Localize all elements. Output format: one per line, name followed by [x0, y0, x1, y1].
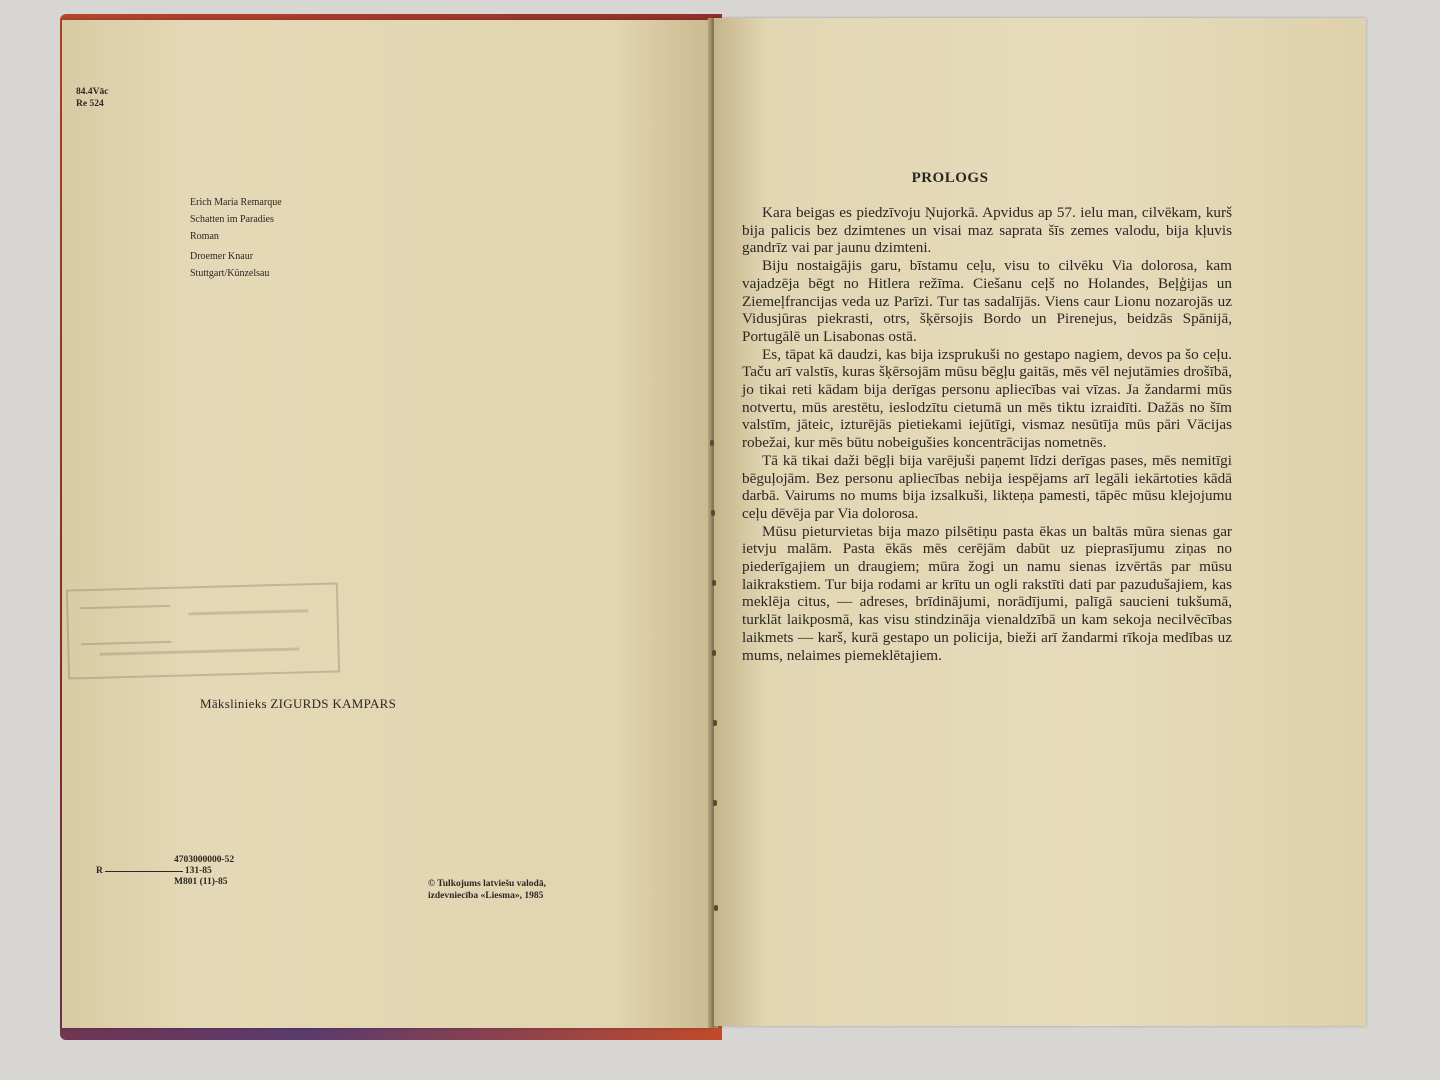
print-code-suffix: 131-85 [184, 866, 212, 876]
call-number [76, 86, 108, 110]
original-edition-info [190, 194, 282, 282]
print-code-r: R [96, 866, 103, 876]
original-author: Erich Maria Remarque [190, 197, 282, 208]
paragraph: Es, tāpat kā daudzi, kas bija izsprukuši no gestapo nagiem, devos pa šo ceļu. Taču arī valstīs, kuras šķērsojām mūsu bēgļu gaitās, mēs vēl nejutāmies drošībā, jo tikai reti kādam bija derīgas personu apliecības vai vīzas. Ja žandarmi mūs notvertu, mūs arestētu, ieslodzītu cietumā un mēs tiktu izraidīti. Dažās no šīm valstīm, jāteic, izturējās pietiekami iejūtīgi, vismaz nesūtīja mūs pāri Vācijas robežai, kur mēs būtu nobeigušies koncentrācijas nometnēs. [742, 345, 1232, 452]
original-genre: Roman [190, 231, 219, 242]
paragraph: Tā kā tikai daži bēgļi bija varējuši paņemt līdzi derīgas pases, mēs nemitīgi bēguļojām. Bez personu apliecības nebija iespējams arī legāli iekārtoties kādā darbā. Vairums no mums bija izsalkuši, likteņa pamesti, tāpēc mūsu klejojumu ceļu dēvēja par Via dolorosa. [742, 451, 1232, 522]
original-publisher: Droemer Knaur [190, 251, 254, 262]
original-title: Schatten im Paradies [190, 214, 274, 225]
copyright-line2: izdevniecība «Liesma», 1985 [428, 891, 544, 901]
copyright-notice [428, 878, 546, 902]
original-city: Stuttgart/Künzelsau [190, 268, 270, 279]
call-number-line: Re 524 [76, 99, 104, 109]
chapter-body [742, 204, 1232, 664]
paragraph: Biju nostaigājis garu, bīstamu ceļu, visu to cilvēku Via dolorosa, kam vajadzēja bēgt no Hitlera režīma. Ciešanu ceļš no Holandes, Beļģijas un Ziemeļfrancijas veda uz Parīzi. Tur tas sadalījās. Viens caur Lionu nozarojās uz Vidusjūras piekrasti, otrs, šķērsojis Bordo un Pirenejus, beidzās Spānijā, Portugālē un Lisabonas ostā. [742, 257, 1232, 345]
paragraph: Kara beigas es piedzīvoju Ņujorkā. Apvidus ap 57. ielu man, cilvēkam, kurš bija palicis bez dzimtenes un visai maz saprata šīs zemes valodu, bija kļuvis gandrīz vai par jaunu dzimteni. [742, 204, 1232, 257]
print-code-fraction-line [105, 871, 183, 872]
copyright-line1: © Tulkojums latviešu valodā, [428, 879, 546, 889]
faded-library-stamp [66, 582, 340, 679]
print-code-line3: M801 (11)-85 [174, 877, 228, 887]
paragraph: Mūsu pieturvietas bija mazo pilsētiņu pasta ēkas un baltās mūra sienas gar ietvju malām. Pasta ēkās mēs cerējām dabūt uz pieprasījumu ziņas no piederīgajiem un draugiem; mūra žogi un namu sienas izvērtās par mūsu laikrakstiem. Tur bija rodami ar krītu un ogli rakstīti dati par pazudušajiem, kas meklēja citus, — adreses, brīdinājumi, norādījumi, palīgā saucieni tukšumā, turklāt laikposmā, kas visu stindzināja vienaldzībā un kam sekoja necilvēcības laikmets — karš, kurā gestapo un policija, bieži arī žandarmi rīkoja medības uz mums, nelaimes piemeklētajiem. [742, 522, 1232, 664]
call-number-line: 84.4Vāc [76, 87, 109, 97]
print-code [96, 855, 234, 888]
print-code-line1: 4703000000-52 [174, 855, 235, 865]
artist-credit: Mākslinieks ZIGURDS KAMPARS [200, 696, 397, 711]
chapter-title: PROLOGS [911, 170, 989, 186]
